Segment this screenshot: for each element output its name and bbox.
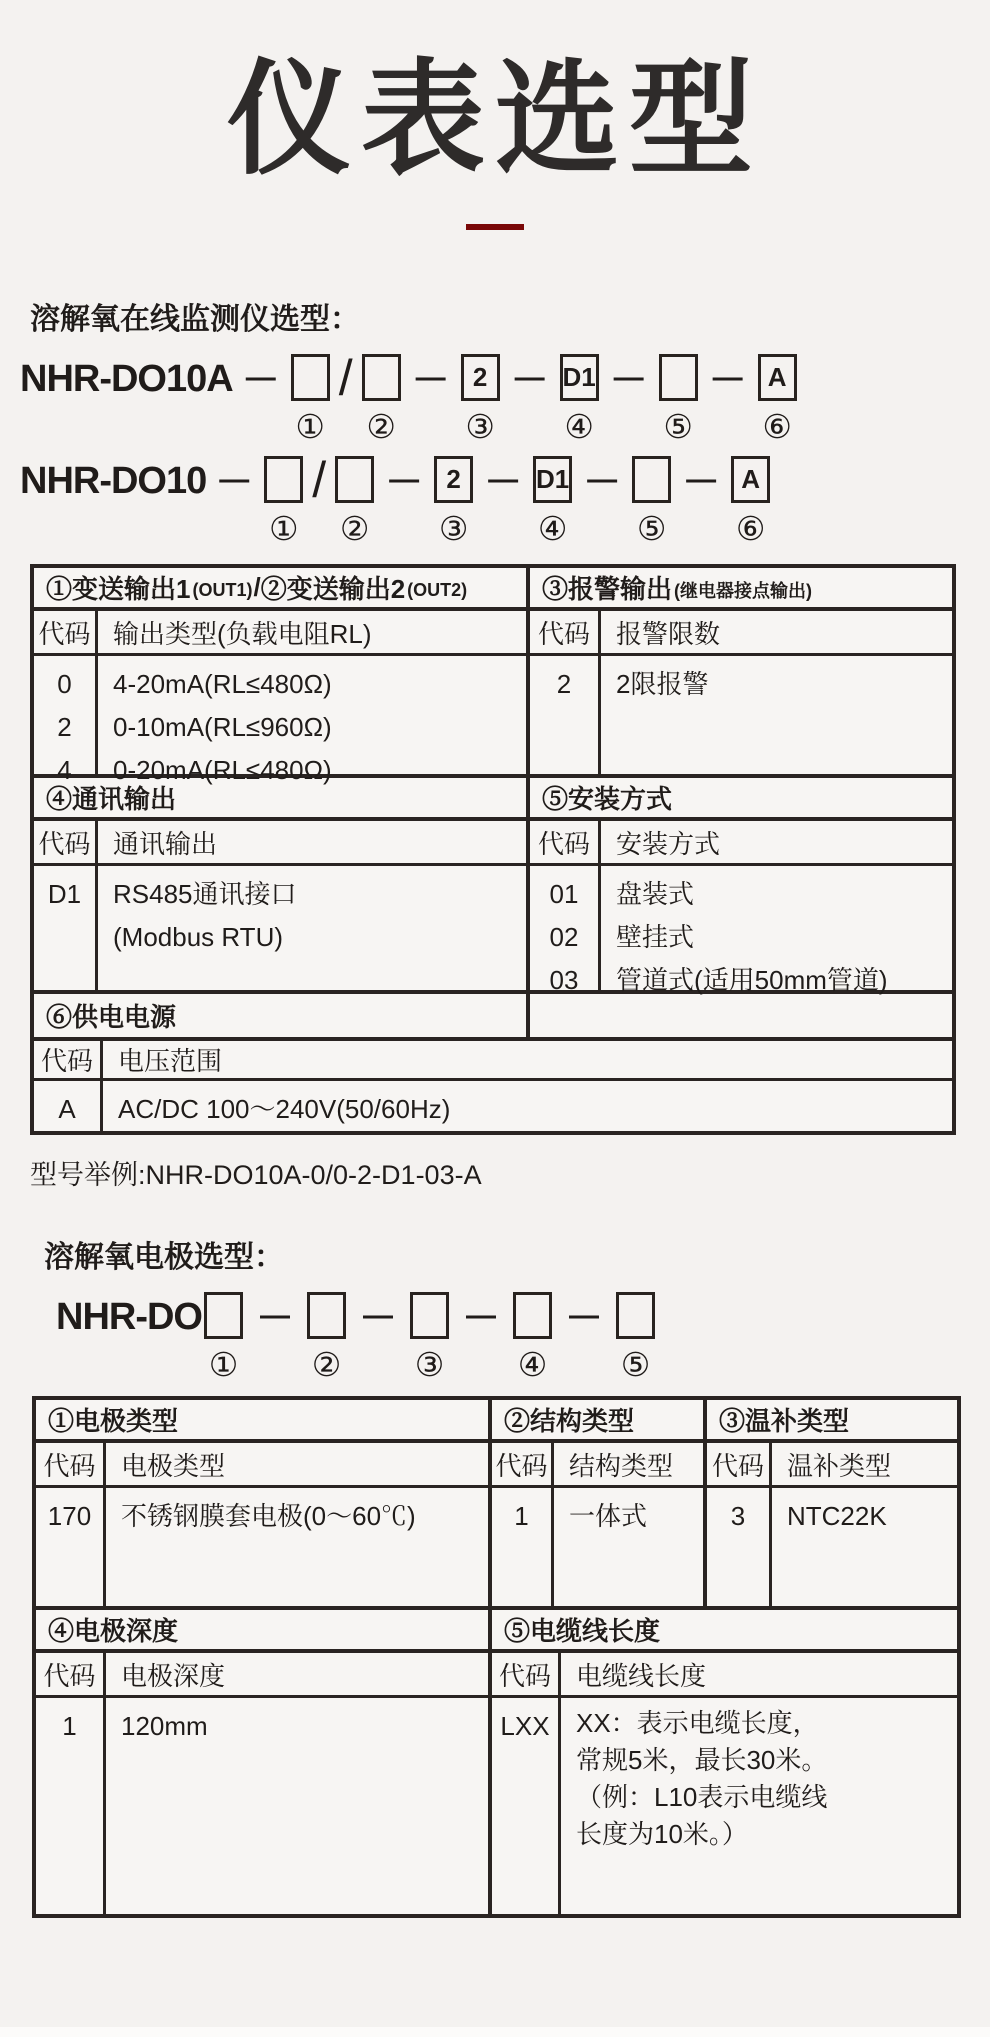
electrode-section-heading: 溶解氧电极选型： (44, 1241, 284, 1274)
model-code-box-6: A (731, 456, 770, 503)
dash-separator: — (465, 1298, 496, 1332)
band-text: ⑤安装方式 (542, 784, 673, 814)
dash-separator: — (613, 360, 644, 394)
panel-electrode-depth (36, 1610, 492, 1914)
col-header-desc: 通讯输出 (113, 828, 218, 859)
model-diagram-nhr-do10a (20, 349, 990, 445)
position-number-3: ③ (438, 510, 469, 547)
panel-transmit-output (34, 568, 530, 785)
data-rows (36, 1698, 488, 1914)
model-code-box-4: D1 (560, 354, 599, 401)
code-cell: 01 02 03 (530, 866, 601, 990)
table1-section-c (34, 994, 952, 1131)
model-unit-5 (616, 1292, 655, 1382)
band-cable-length (492, 1610, 957, 1653)
model-prefix: NHR-DO10A (20, 358, 233, 400)
col-header-desc: 电压范围 (118, 1046, 223, 1076)
model-prefix: NHR-DO (56, 1296, 202, 1338)
electrode-selection-table (32, 1396, 961, 1918)
model-example: 型号举例:NHR-DO10A-0/0-2-D1-03-A (30, 1160, 482, 1190)
col-header-code: 代码 (530, 611, 601, 653)
page-title: 仪表选型 (226, 51, 763, 189)
model-unit-4 (533, 456, 572, 546)
data-rows (530, 656, 952, 774)
model-unit-5 (659, 354, 698, 444)
column-header-row (36, 1443, 488, 1488)
model-code-box-1 (291, 354, 330, 401)
code-cell: LXX (492, 1698, 561, 1914)
panel-structure-type (492, 1400, 707, 1606)
model-unit-6 (758, 354, 797, 444)
model-code-box-5 (659, 354, 698, 401)
band-small-text: (OUT1) (192, 579, 253, 600)
model-code-box-1 (264, 456, 303, 503)
band-text: ②结构类型 (504, 1406, 635, 1436)
position-number-2: ② (366, 408, 396, 445)
band-text: ①电极类型 (48, 1406, 179, 1436)
col-header-code: 代码 (36, 1443, 106, 1485)
data-rows (492, 1698, 957, 1914)
model-unit-2 (307, 1292, 346, 1382)
col-header-code: 代码 (34, 1041, 103, 1078)
band-electrode-depth (36, 1610, 488, 1653)
table1-section-a (34, 568, 952, 785)
model-code-box-3 (410, 1292, 449, 1339)
model-diagram-nhr-do (56, 1292, 990, 1382)
position-number-5: ⑤ (636, 510, 667, 547)
model-unit-2 (335, 456, 374, 546)
code-cell: 3 (707, 1488, 772, 1606)
position-number-6: ⑥ (762, 408, 792, 445)
model-unit-6 (731, 456, 770, 546)
position-number-2: ② (339, 510, 370, 547)
model-code-box-3: 2 (461, 354, 500, 401)
band-power-supply (34, 994, 530, 1037)
col-header-desc: 输出类型(负载电阻RL) (113, 618, 372, 649)
model-unit-1 (291, 354, 330, 444)
dash-separator: — (389, 462, 420, 496)
col-header-code: 代码 (36, 1653, 106, 1695)
band-text: ①变送输出1 (46, 574, 191, 604)
column-header-row (492, 1443, 703, 1488)
position-number-1: ① (295, 408, 325, 445)
model-code-box-5 (616, 1292, 655, 1339)
col-header-code: 代码 (492, 1653, 561, 1695)
panel-electrode-type (36, 1400, 492, 1606)
column-header-row (36, 1653, 488, 1698)
band-communication-output (34, 778, 526, 821)
position-number-5: ⑤ (663, 408, 693, 445)
slash-separator: / (312, 451, 327, 508)
desc-cell: 盘装式 壁挂式 管道式(适用50mm管道) (616, 879, 888, 995)
col-header-desc: 电缆线长度 (576, 1660, 707, 1691)
dash-separator: — (712, 360, 743, 394)
slash-separator: / (338, 349, 353, 406)
data-rows (34, 656, 526, 785)
model-code-box-1 (204, 1292, 243, 1339)
band-small-text: (OUT2) (407, 579, 468, 600)
col-header-code: 代码 (530, 821, 601, 863)
band-alarm-output (530, 568, 952, 611)
band-structure-type (492, 1400, 703, 1443)
position-number-1: ① (208, 1346, 239, 1383)
col-header-desc: 电极类型 (121, 1450, 226, 1481)
data-rows (36, 1488, 488, 1606)
panel-mounting-style (530, 778, 952, 995)
position-number-4: ④ (517, 1346, 548, 1383)
table2-section-a (36, 1400, 957, 1610)
instrument-selection-table (30, 564, 956, 1135)
band-text: ④通讯输出 (46, 784, 177, 814)
col-header-code: 代码 (492, 1443, 554, 1485)
data-rows (34, 1081, 952, 1131)
position-number-5: ⑤ (620, 1346, 651, 1383)
code-cell: 1 (36, 1698, 106, 1914)
instrument-section-heading: 溶解氧在线监测仪选型： (30, 303, 360, 336)
code-cell: 170 (36, 1488, 106, 1606)
model-diagram-nhr-do10 (20, 451, 990, 547)
model-unit-4 (513, 1292, 552, 1382)
col-header-code: 代码 (707, 1443, 772, 1485)
desc-cell: NTC22K (787, 1501, 887, 1531)
desc-cell: 不锈钢膜套电极(0～60℃) (121, 1501, 416, 1531)
position-number-1: ① (268, 510, 299, 547)
panel-alarm-output (530, 568, 952, 774)
desc-cell: RS485通讯接口 (Modbus RTU) (113, 879, 297, 952)
dash-separator: — (514, 360, 545, 394)
model-unit-1 (204, 1292, 243, 1382)
column-header-row (530, 611, 952, 656)
dash-separator: — (245, 360, 276, 394)
desc-cell: 一体式 (569, 1501, 648, 1531)
band-small-text: (继电器接点输出) (674, 581, 813, 601)
code-cell: 2 (530, 656, 601, 774)
model-unit-4 (560, 354, 599, 444)
band-text: ⑤电缆线长度 (504, 1616, 661, 1646)
model-unit-3 (434, 456, 473, 546)
code-cell: 1 (492, 1488, 554, 1606)
panel-temp-compensation-type (707, 1400, 957, 1606)
dash-separator: — (587, 462, 618, 496)
col-header-desc: 结构类型 (569, 1450, 674, 1481)
col-header-code: 代码 (34, 821, 98, 863)
band-separator: / (253, 572, 261, 602)
band-temp-compensation-type (707, 1400, 957, 1443)
data-rows (492, 1488, 703, 1606)
desc-cell: XX：表示电缆长度， 常规5米，最长30米。 （例：L10表示电缆线 长度为10米。） (576, 1708, 828, 1849)
dash-separator: — (415, 360, 446, 394)
band-empty-cell (530, 994, 952, 1037)
position-number-6: ⑥ (735, 510, 766, 547)
band-mounting-style (530, 778, 952, 821)
band-text: ④电极深度 (48, 1616, 179, 1646)
band-text: ③报警输出 (542, 574, 673, 604)
col-header-desc: 温补类型 (787, 1450, 892, 1481)
band-transmit-output (34, 568, 526, 611)
column-header-row (530, 821, 952, 866)
dash-separator: — (362, 1298, 393, 1332)
title-underline (466, 224, 524, 230)
position-number-3: ③ (414, 1346, 445, 1383)
model-code-box-2 (307, 1292, 346, 1339)
model-unit-1 (264, 456, 303, 546)
model-code-box-4: D1 (533, 456, 572, 503)
code-cell: 0 2 4 (34, 656, 98, 774)
col-header-desc: 报警限数 (616, 618, 721, 649)
band-text: ⑥供电电源 (46, 1002, 177, 1032)
datasheet-page (0, 51, 990, 1918)
col-header-desc: 电极深度 (121, 1660, 226, 1691)
model-code-box-4 (513, 1292, 552, 1339)
position-number-3: ③ (465, 408, 495, 445)
dash-separator: — (219, 462, 250, 496)
data-rows (34, 866, 526, 990)
code-cell: D1 (34, 866, 98, 990)
desc-cell: 2限报警 (616, 669, 709, 699)
band-text: ③温补类型 (719, 1406, 850, 1436)
panel-communication-output (34, 778, 530, 990)
model-unit-2 (362, 354, 401, 444)
table1-section-b (34, 778, 952, 994)
code-cell: A (34, 1081, 103, 1131)
desc-cell: AC/DC 100～240V(50/60Hz) (118, 1094, 451, 1124)
column-header-row (34, 821, 526, 866)
table2-section-b (36, 1610, 957, 1914)
column-header-row (34, 1041, 952, 1081)
panel-cable-length (492, 1610, 957, 1914)
model-unit-3 (410, 1292, 449, 1382)
page-bottom-edge (0, 2027, 990, 2037)
position-number-4: ④ (537, 510, 568, 547)
model-prefix: NHR-DO10 (20, 460, 207, 502)
position-number-2: ② (311, 1346, 342, 1383)
desc-cell: 120mm (121, 1711, 208, 1741)
position-number-4: ④ (564, 408, 594, 445)
column-header-row (34, 611, 526, 656)
model-code-box-2 (335, 456, 374, 503)
model-unit-5 (632, 456, 671, 546)
col-header-code: 代码 (34, 611, 98, 653)
col-header-desc: 安装方式 (616, 828, 721, 859)
model-code-box-6: A (758, 354, 797, 401)
model-unit-3 (461, 354, 500, 444)
band-text: ②变送输出2 (260, 574, 406, 604)
dash-separator: — (259, 1298, 290, 1332)
band-electrode-type (36, 1400, 488, 1443)
data-rows (530, 866, 952, 995)
column-header-row (492, 1653, 957, 1698)
dash-separator: — (488, 462, 519, 496)
model-code-box-2 (362, 354, 401, 401)
desc-cell: 4-20mA(RL≤480Ω) 0-10mA(RL≤960Ω) 0-20mA(RL≤480Ω) (113, 669, 332, 785)
band-row-power-supply (34, 994, 952, 1041)
dash-separator: — (568, 1298, 599, 1332)
data-rows (707, 1488, 957, 1606)
dash-separator: — (686, 462, 717, 496)
model-code-box-5 (632, 456, 671, 503)
column-header-row (707, 1443, 957, 1488)
model-code-box-3: 2 (434, 456, 473, 503)
